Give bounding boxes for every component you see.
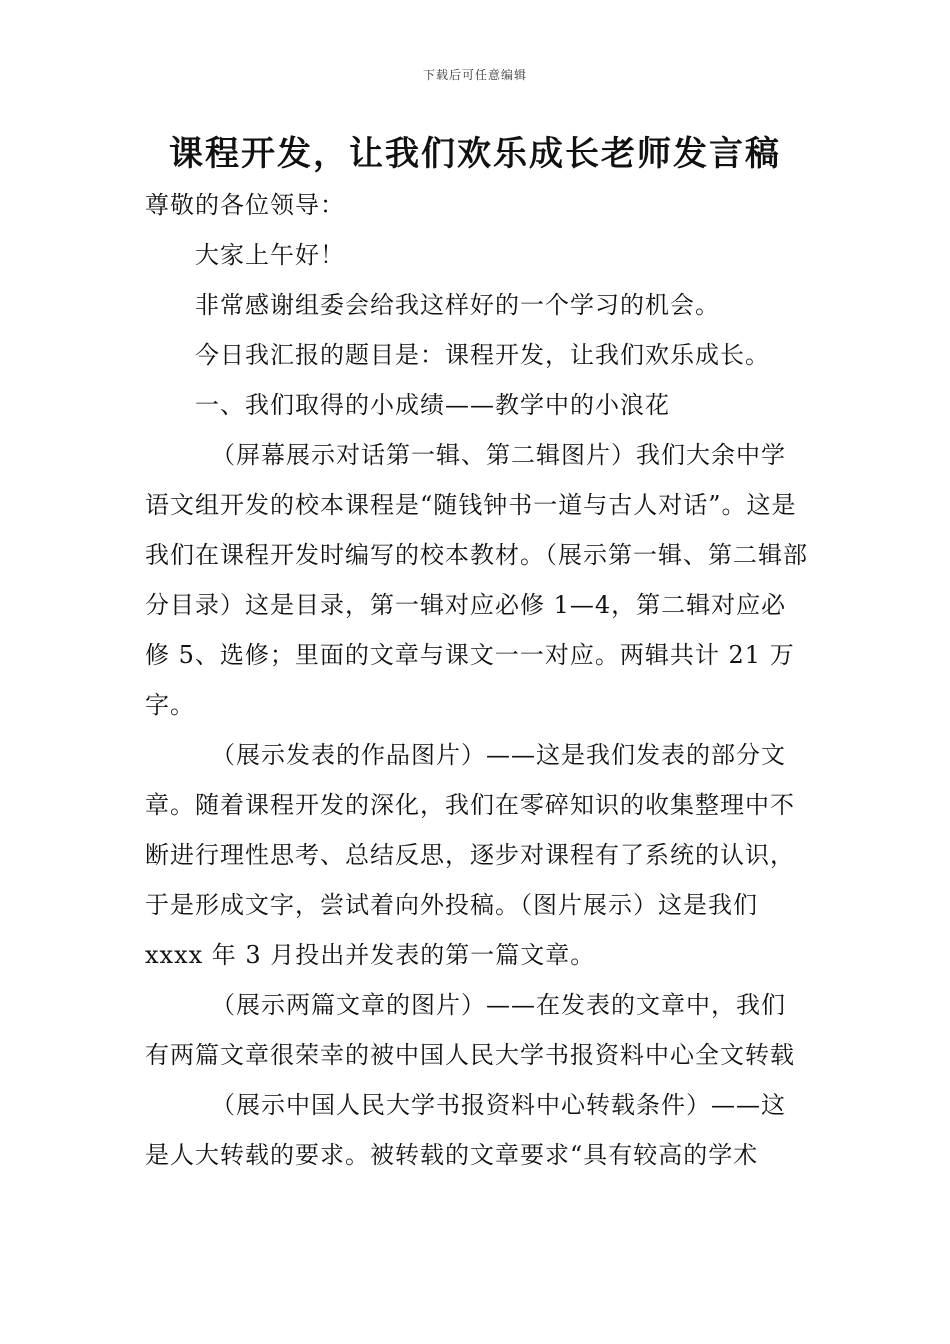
paragraph-topic: 今日我汇报的题目是：课程开发，让我们欢乐成长。 <box>195 341 770 369</box>
paragraph-greeting: 大家上午好！ <box>195 241 345 269</box>
document-title: 课程开发，让我们欢乐成长老师发言稿 <box>169 134 781 174</box>
section-heading-1: 一、我们取得的小成绩——教学中的小浪花 <box>195 391 670 419</box>
salutation: 尊敬的各位领导： <box>145 191 345 219</box>
paragraph-reprints: （展示两篇文章的图片）——在发表的文章中，我们有两篇文章很荣幸的被中国人民大学书报资料中心全文转载 <box>145 991 795 1069</box>
header-note: 下载后可任意编辑 <box>422 68 527 82</box>
paragraph-thanks: 非常感谢组委会给我这样好的一个学习的机会。 <box>195 291 720 319</box>
document-body <box>145 180 810 1180</box>
paragraph-textbook: （屏幕展示对话第一辑、第二辑图片）我们大余中学语文组开发的校本课程是“随钱钟书一道与古人对话”。这是我们在课程开发时编写的校本教材。（展示第一辑、第二辑部分目录）这是目录，第一辑对应必修 1—4，第二辑对应必修 5、选修；里面的文章与课文一一对应。两辑共计 21 万字。 <box>145 441 808 719</box>
paragraph-reprint-criteria: （展示中国人民大学书报资料中心转载条件）——这是人大转载的要求。被转载的文章要求“具有较高的学术 <box>145 1091 786 1169</box>
paragraph-publications: （展示发表的作品图片）——这是我们发表的部分文章。随着课程开发的深化，我们在零碎知识的收集整理中不断进行理性思考、总结反思，逐步对课程有了系统的认识，于是形成文字，尝试着向外投稿。（图片展示）这是我们 xxxx 年 3 月投出并发表的第一篇文章。 <box>145 741 795 969</box>
